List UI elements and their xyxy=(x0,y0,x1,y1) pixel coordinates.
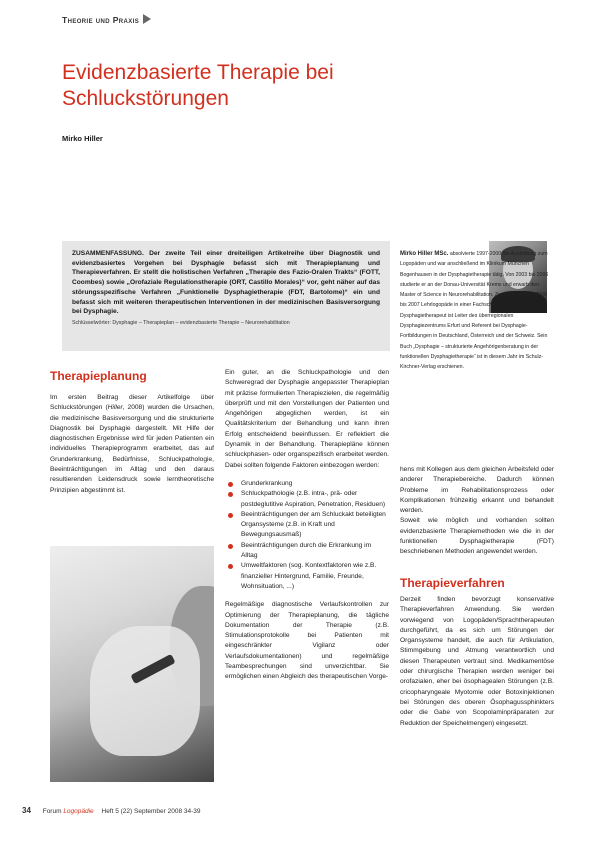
keywords: Schlüsselwörter: Dysphagie – Therapieplan – evidenzbasierte Therapie – Neurorehabilitation xyxy=(72,319,290,326)
list-item-text: Umweltfaktoren (sog. Kontextfaktoren wie z.B. finanzieller Hintergrund, Familie, Freunde, Wohnsituation, ...) xyxy=(241,562,377,590)
issue-info: Heft 5 (22) September 2008 34-39 xyxy=(101,808,201,815)
photo-gloved-hand xyxy=(90,626,200,756)
col3-paragraph-2: Soweit wie möglich und vorhanden sollten evidenzbasierte Therapiemethoden wie die in der funktionellen Dysphagietherapie (FDT) beschriebenen Methoden angewendet werden. xyxy=(400,517,554,556)
column-1 xyxy=(50,393,214,496)
list-item xyxy=(225,510,389,541)
bullet-icon xyxy=(228,564,233,569)
col1-text-b: , 2008) wurden die Ursachen, die medizinische Basisversorgung und die strukturierte Diagnostik bei Dysphagie dargestellt. Mit Hilfe der diagnostischen Ergebnisse wird für jeden Patienten ein individuelles Therapieprogramm erarbeitet, das auf Grunderkrankung, Bedürfnisse, Schluckpathologie, Beeinträchtigungen im Alltag und den daraus resultierenden Leidensdruck sowie lerntheoretische Prinzipien abgestimmt ist. xyxy=(50,404,214,494)
bio-name: Mirko Hiller MSc. xyxy=(400,251,449,257)
title-line-2: Schluckstörungen xyxy=(62,87,229,110)
heading-therapieplanung: Therapieplanung xyxy=(50,369,147,383)
list-item-text: Schluckpathologie (z.B. intra-, prä- oder postdeglutitive Aspiration, Penetration, Residuen) xyxy=(241,490,386,508)
abstract-box xyxy=(62,241,390,351)
author-bio xyxy=(400,249,552,373)
list-item-text: Beeinträchtigungen der am Schluckakt beteiligten Organsysteme (z.B. in Kraft und Bewegungsausmaß) xyxy=(241,510,386,539)
list-item-text: Grunderkrankung xyxy=(241,479,293,487)
col2-paragraph-1: Ein guter, an die Schluckpathologie und den Schweregrad der Dysphagie angepasster Therapieplan mit präzise formulierten Therapiezielen, die regelmäßig überprüft und mit den Vorstellungen der Patienten und Angehörigen abgeglichen werden, ist ein Qualitätskriterium der Behandlung und kann ihren Erfolg entscheidend beeinflussen. Er reflektiert die Dynamik in der Behandlung. Therapiepläne können schluckphasen- oder organspezifisch erarbeitet werden. Dabei sollten folgende Faktoren einbezogen werden: xyxy=(225,369,389,469)
col1-citation: Hiller xyxy=(107,404,123,412)
therapy-photo xyxy=(50,546,214,782)
list-item xyxy=(225,561,389,592)
article-title xyxy=(62,60,482,112)
section-tag xyxy=(62,14,151,25)
col1-paragraph xyxy=(50,393,214,496)
column-2 xyxy=(225,368,389,683)
column-3-lower xyxy=(400,595,554,729)
list-item xyxy=(225,489,389,510)
factor-list xyxy=(225,479,389,592)
heading-therapieverfahren: Therapieverfahren xyxy=(400,576,505,590)
bullet-icon xyxy=(228,544,233,549)
col3-paragraph-1: hens mit Kollegen aus dem gleichen Arbeitsfeld oder anderer Therapiebereiche. Dadurch können Probleme im Rehabilitationsprozess oder Komplikationen frühzeitig erkannt und behandelt werden. xyxy=(400,466,554,515)
list-item-text: Beeinträchtigungen durch die Erkrankung im Alltag xyxy=(241,541,372,560)
col1-text-a: Im ersten Beitrag dieser Artikelfolge über Schluckstörungen ( xyxy=(50,394,214,412)
col3-paragraph-3: Derzeit finden bevorzugt konservative Therapieverfahren Anwendung. Sie werden vorwiegend von Logopäden/Sprachtherapeuten durchgeführt, da es sich um Störungen der Organsysteme handelt, die auch für Artikulation, Stimmgebung und Atmung verantwortlich und diesen Therapeuten vertraut sind. Medikamentöse oder chirurgische Therapien werden weniger bei orofazialen, eher bei ösophagealen Störungen (z.B. cricopharyngeale Myotomie oder Botoxinjektionen bei Störungen des oberen Ösophagussphinkters oder die Gabe von Scopolaminpräparaten zur Reduktion der Speichelmengen) eingesetzt. xyxy=(400,596,554,727)
journal-prefix: Forum xyxy=(42,808,62,815)
bullet-icon xyxy=(228,482,233,487)
page-footer xyxy=(22,806,201,815)
journal-name: Logopädie xyxy=(63,808,94,815)
column-3 xyxy=(400,465,554,558)
bullet-icon xyxy=(228,513,233,518)
abstract-text: ZUSAMMENFASSUNG. Der zweite Teil einer dreiteiligen Artikelreihe über Diagnostik und evidenzbasiertes Vorgehen bei Dysphagie befasst sich mit Therapieplanung und Therapieverfahren. Er stellt die holistischen Verfahren „Therapie des Fazio-Oralen Trakts“ (FOTT, Coombes) sowie „Orofaziale Regulationstherapie (ORT, Castillo Morales)“ vor, geht näher auf das störungsspezifische Verfahren „Funktionelle Dysphagietherapie (FDT, Bartolome)“ ein und befasst sich mit weiteren therapeutischen Interventionen in der medizinischen Basisversorgung bei Dysphagie. xyxy=(72,250,380,316)
title-line-1: Evidenzbasierte Therapie bei xyxy=(62,61,334,84)
list-item xyxy=(225,541,389,562)
list-item xyxy=(225,479,389,489)
section-tag-label: Theorie und Praxis xyxy=(62,15,140,25)
bio-text: absolvierte 1997-2000 die Ausbildung zum Logopäden und war anschließend im Klinikum München Bogenhausen in der Dysphagietherapie tätig. Von 2003 bis 2006 studierte er an der Donau-Universität Krems und erwarb den Master of Science in Neurorehabilitation. Zusätzlich war er 2006 bis 2007 Lehrlogopäde in einer Fachschule. Der Dysphagietherapeut ist Leiter des überregionalen Dysphagiezentrums Erfurt und Referent bei Dysphagie-Fortbildungen in Deutschland, Österreich und der Schweiz. Sein Buch „Dysphagie – strukturierte Angehörigenberatung in der funktionellen Dysphagietherapie“ ist in diesem Jahr im Schulz-Kirchner-Verlag erschienen. xyxy=(400,251,549,371)
col2-paragraph-2: Regelmäßige diagnostische Verlaufskontrollen zur Optimierung der Therapieplanung, die tägliche Dokumentation der Therapie (z.B. Stimulationsprotokolle bei Patienten mit eingeschränkter Vigilanz oder Verlaufsdokumentationen) und regelmäßige Teambesprechungen sind unverzichtbar. Sie ermöglichen einen Abgleich des therapeutischen Vorge- xyxy=(225,601,389,681)
author-name: Mirko Hiller xyxy=(62,134,103,143)
bullet-icon xyxy=(228,492,233,497)
page-number: 34 xyxy=(22,806,31,815)
triangle-right-icon xyxy=(143,14,151,24)
